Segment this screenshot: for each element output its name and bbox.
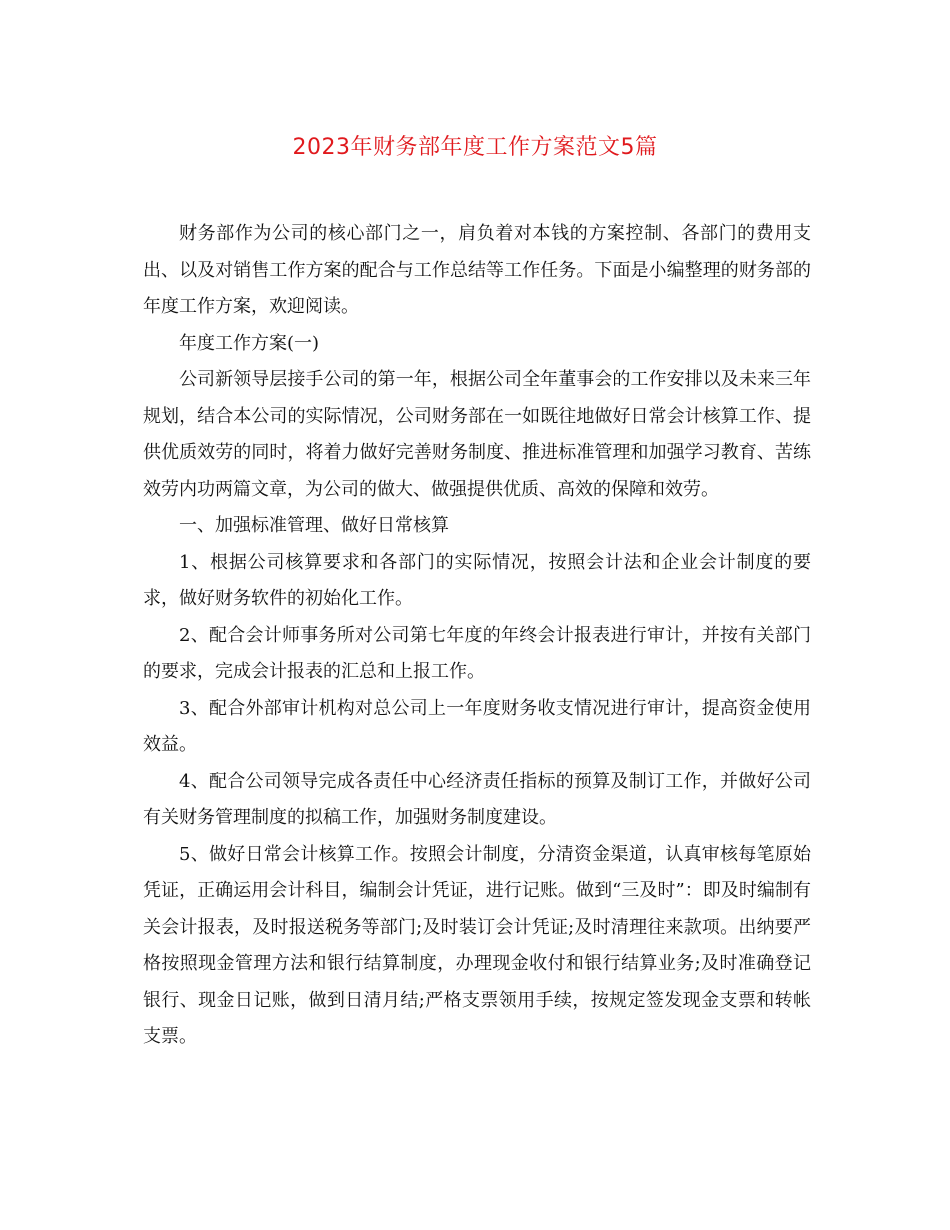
list-item-5: 5、做好日常会计核算工作。按照会计制度，分清资金渠道，认真审核每笔原始凭证，正确运用会计科目，编制会计凭证，进行记账。做到“三及时”：即及时编制有关会计报表，及时报送税务等部门;及时装订会计凭证;及时清理往来款项。出纳要严格按照现金管理方法和银行结算制度，办理现金收付和银行结算业务;及时准确登记银行、现金日记账，做到日清月结;严格支票领用手续，按规定签发现金支票和转帐支票。	[143, 843, 811, 1047]
intro-paragraph: 财务部作为公司的核心部门之一，肩负着对本钱的方案控制、各部门的费用支出、以及对销售工作方案的配合与工作总结等工作任务。下面是小编整理的财务部的年度工作方案，欢迎阅读。	[143, 223, 811, 317]
list-item-2: 2、配合会计师事务所对公司第七年度的年终会计报表进行审计，并按有关部门的要求，完成会计报表的汇总和上报工作。	[143, 624, 811, 682]
document-title: 2023年财务部年度工作方案范文5篇	[292, 135, 658, 160]
subsection-heading: 一、加强标准管理、做好日常核算	[179, 515, 449, 536]
list-item-4: 4、配合公司领导完成各责任中心经济责任指标的预算及制订工作，并做好公司有关财务管理制度的拟稿工作，加强财务制度建设。	[143, 770, 811, 828]
list-item-1: 1、根据公司核算要求和各部门的实际情况，按照会计法和企业会计制度的要求，做好财务软件的初始化工作。	[143, 551, 811, 609]
list-item-3: 3、配合外部审计机构对总公司上一年度财务收支情况进行审计，提高资金使用效益。	[143, 697, 811, 755]
section-heading-plan-one: 年度工作方案(一)	[179, 332, 320, 354]
document-body	[143, 216, 811, 1056]
plan-overview-paragraph: 公司新领导层接手公司的第一年，根据公司全年董事会的工作安排以及未来三年规划，结合本公司的实际情况，公司财务部在一如既往地做好日常会计核算工作、提供优质效劳的同时，将着力做好完善财务制度、推进标准管理和加强学习教育、苦练效劳内功两篇文章，为公司的做大、做强提供优质、高效的保障和效劳。	[143, 369, 811, 500]
